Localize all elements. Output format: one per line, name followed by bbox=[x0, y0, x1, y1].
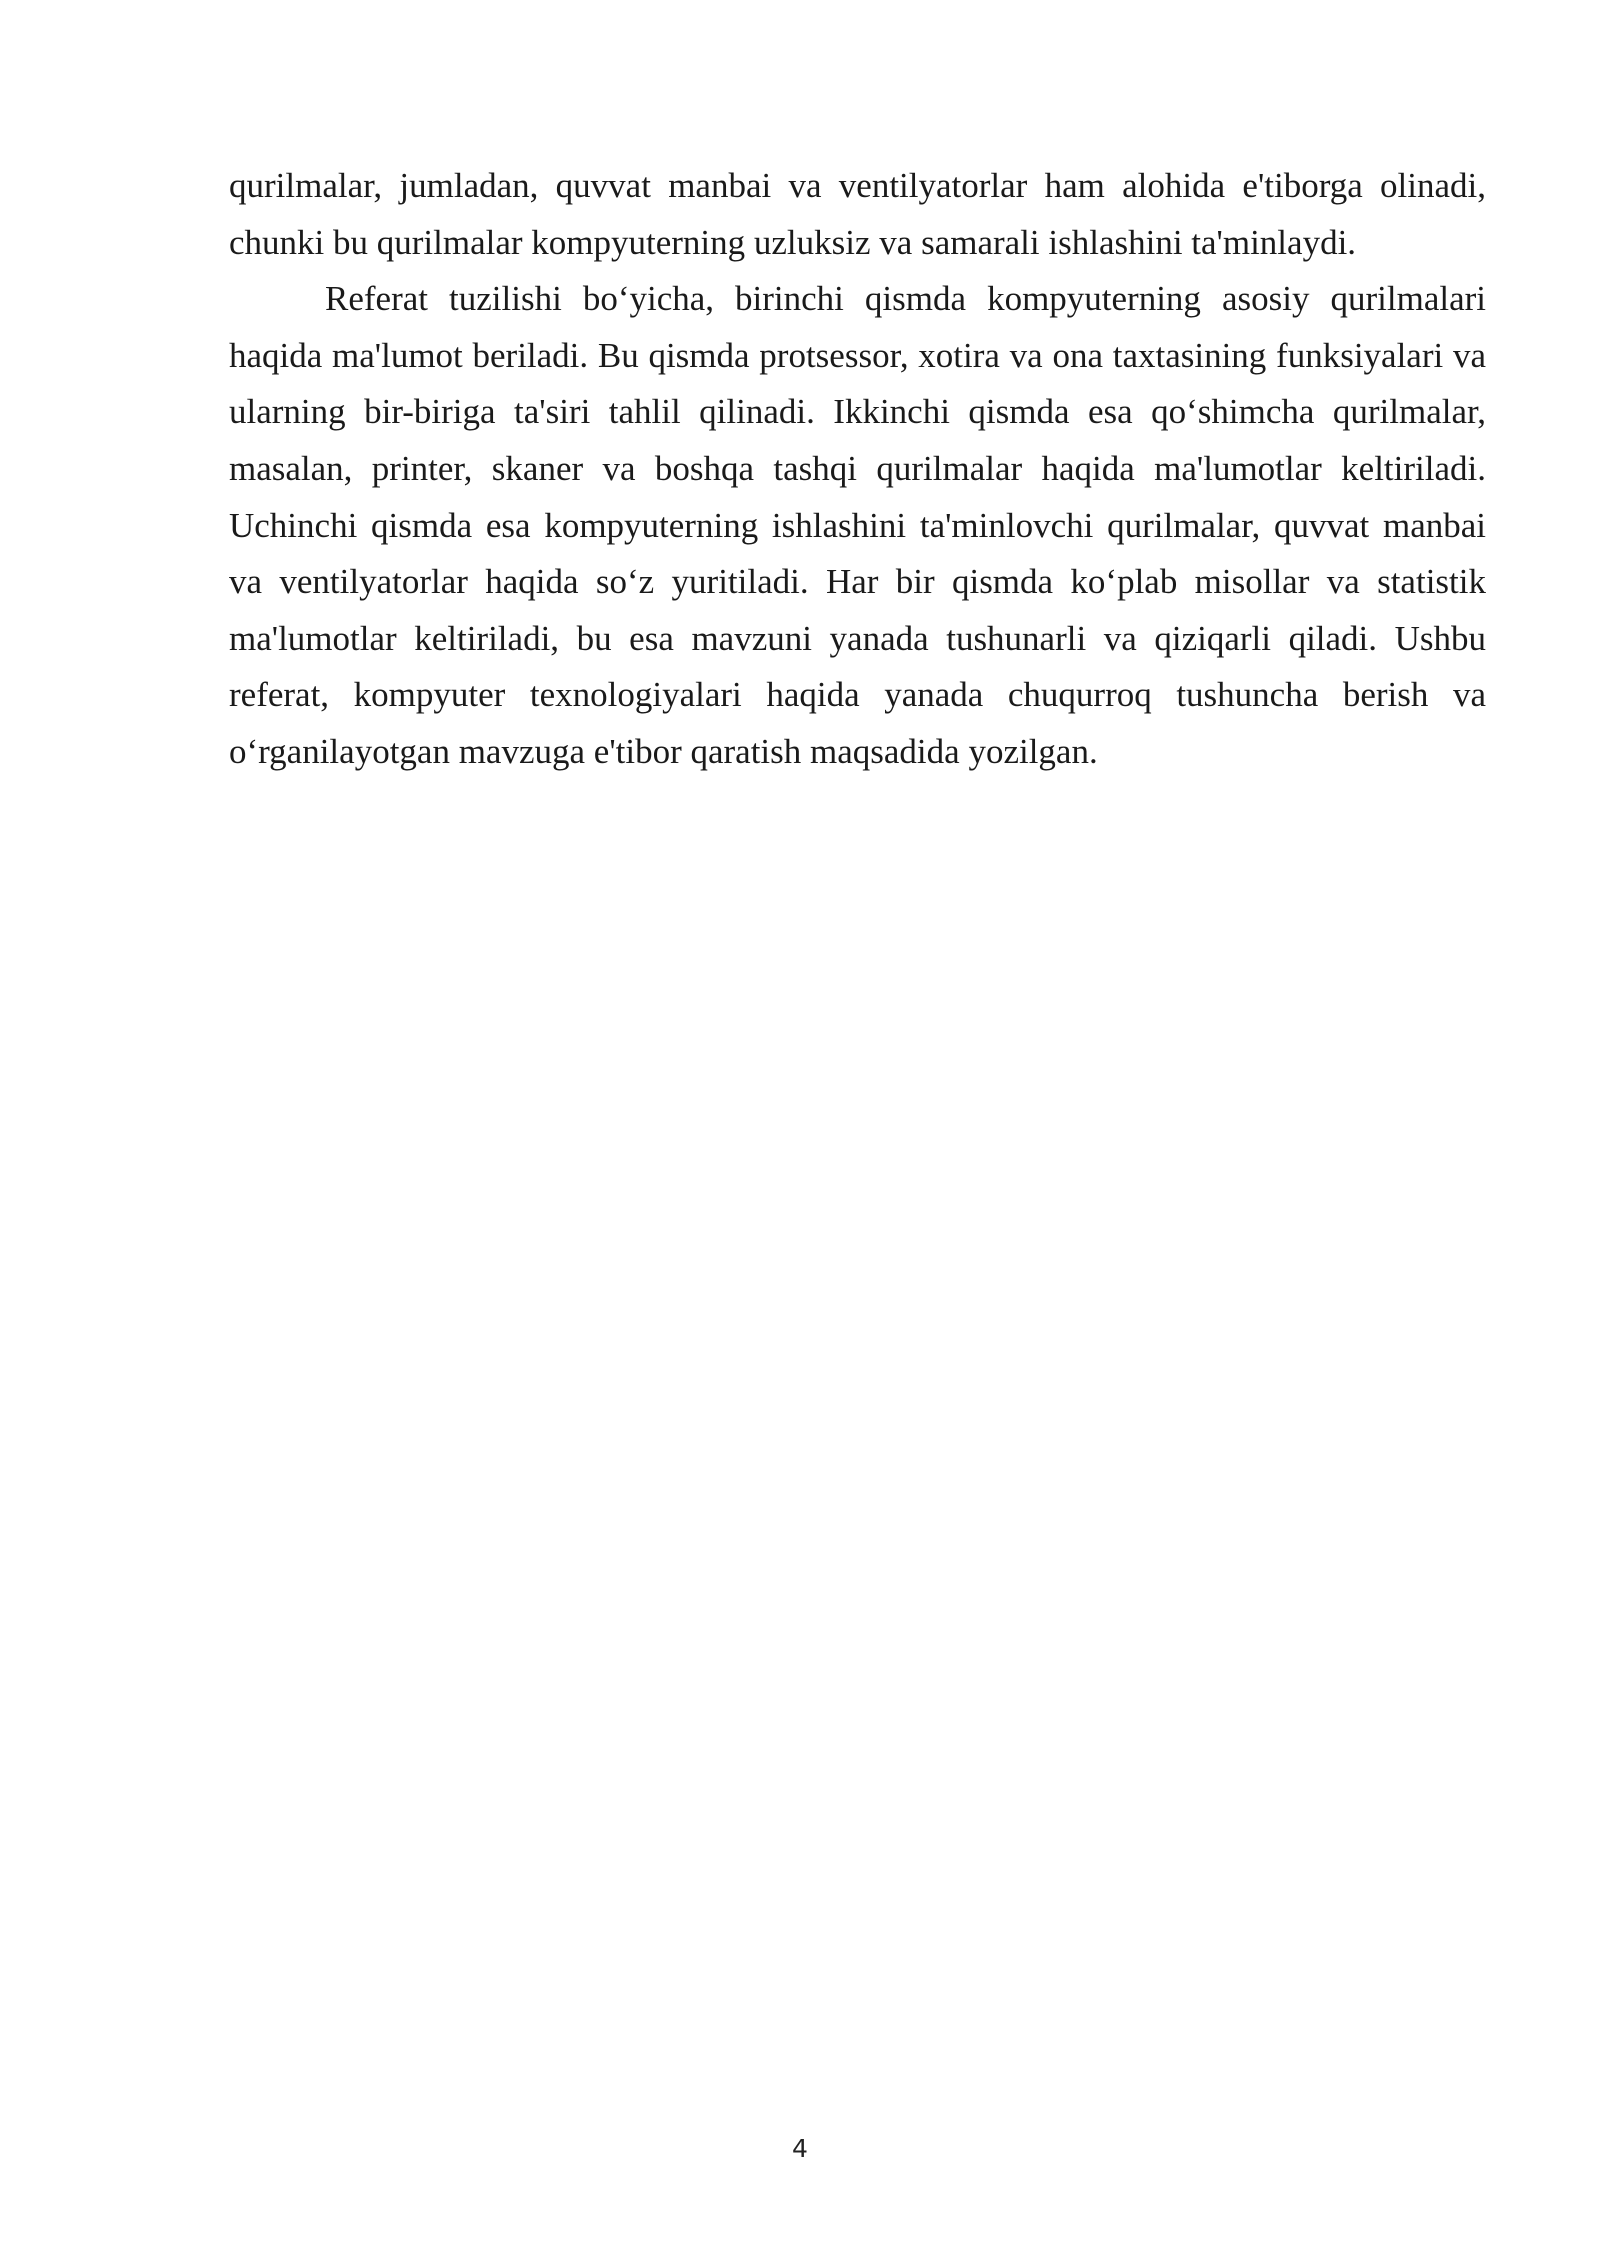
paragraph-continuation: qurilmalar, jumladan, quvvat manbai va ventilyatorlar ham alohida e'tiborga olinadi, chunki bu qurilmalar kompyuterning uzluksiz va samarali ishlashini ta'minlaydi. bbox=[229, 166, 1486, 262]
body-text bbox=[229, 158, 1486, 781]
paragraph-referat-structure: Referat tuzilishi bo‘yicha, birinchi qismda kompyuterning asosiy qurilmalari haqida ma'lumot beriladi. Bu qismda protsessor, xotira va ona taxtasining funksiyalari va ularning bir-biriga ta'siri tahlil qilinadi. Ikkinchi qismda esa qo‘shimcha qurilmalar, masalan, printer, skaner va boshqa tashqi qurilmalar haqida ma'lumotlar keltiriladi. Uchinchi qismda esa kompyuterning ishlashini ta'minlovchi qurilmalar, quvvat manbai va ventilyatorlar haqida so‘z yuritiladi. Har bir qismda ko‘plab misollar va statistik ma'lumotlar keltiriladi, bu esa mavzuni yanada tushunarli va qiziqarli qiladi. Ushbu referat, kompyuter texnologiyalari haqida yanada chuqurroq tushuncha berish va o‘rganilayotgan mavzuga e'tibor qaratish maqsadida yozilgan. bbox=[229, 279, 1486, 771]
page-number: 4 bbox=[792, 2134, 808, 2163]
